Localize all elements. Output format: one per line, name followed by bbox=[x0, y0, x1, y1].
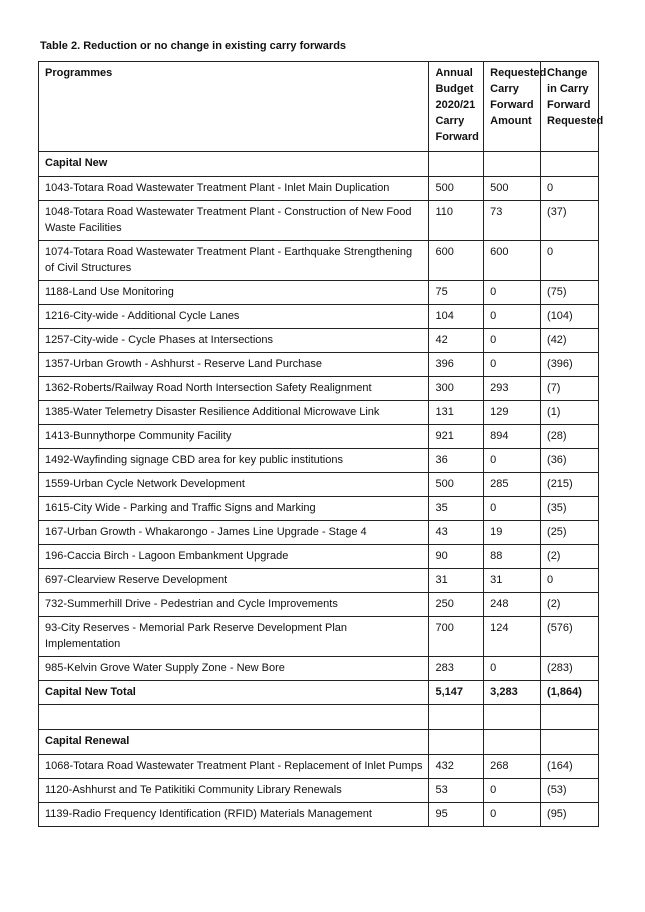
table-row bbox=[39, 521, 599, 545]
programme-cell: 1048-Totara Road Wastewater Treatment Plant - Construction of New Food Waste Facilities bbox=[39, 201, 429, 241]
requested-amount-cell: 73 bbox=[484, 201, 541, 241]
total-row-capital-new bbox=[39, 681, 599, 705]
change-cell: (164) bbox=[541, 755, 599, 779]
requested-amount-cell: 0 bbox=[484, 305, 541, 329]
requested-amount-cell: 19 bbox=[484, 521, 541, 545]
change-cell: (283) bbox=[541, 657, 599, 681]
annual-budget-cell: 432 bbox=[429, 755, 484, 779]
annual-budget-cell: 42 bbox=[429, 329, 484, 353]
change-cell: 0 bbox=[541, 569, 599, 593]
programme-cell: 985-Kelvin Grove Water Supply Zone - New Bore bbox=[39, 657, 429, 681]
programme-cell: Capital New Total bbox=[39, 681, 429, 705]
programme-cell: 196-Caccia Birch - Lagoon Embankment Upgrade bbox=[39, 545, 429, 569]
annual-budget-cell: 921 bbox=[429, 425, 484, 449]
annual-budget-cell: 110 bbox=[429, 201, 484, 241]
requested-amount-cell: 894 bbox=[484, 425, 541, 449]
table-row bbox=[39, 779, 599, 803]
table-row bbox=[39, 657, 599, 681]
annual-budget-cell: 5,147 bbox=[429, 681, 484, 705]
requested-amount-cell: 124 bbox=[484, 617, 541, 657]
annual-budget-cell: 500 bbox=[429, 473, 484, 497]
annual-budget-cell: 300 bbox=[429, 377, 484, 401]
change-cell: (2) bbox=[541, 593, 599, 617]
table-body bbox=[39, 152, 599, 827]
table-row bbox=[39, 497, 599, 521]
section-label: Capital New bbox=[39, 152, 429, 177]
table-row bbox=[39, 281, 599, 305]
change-cell: (37) bbox=[541, 201, 599, 241]
requested-amount-cell: 0 bbox=[484, 803, 541, 827]
annual-budget-cell: 53 bbox=[429, 779, 484, 803]
requested-amount-cell: 0 bbox=[484, 329, 541, 353]
requested-amount-cell: 129 bbox=[484, 401, 541, 425]
programme-cell: 93-City Reserves - Memorial Park Reserve Development Plan Implementation bbox=[39, 617, 429, 657]
header-row bbox=[39, 62, 599, 152]
annual-budget-cell: 283 bbox=[429, 657, 484, 681]
requested-amount-cell: 268 bbox=[484, 755, 541, 779]
annual-budget-cell: 31 bbox=[429, 569, 484, 593]
annual-budget-cell: 131 bbox=[429, 401, 484, 425]
requested-amount-cell: 0 bbox=[484, 657, 541, 681]
programme-cell: 1385-Water Telemetry Disaster Resilience Additional Microwave Link bbox=[39, 401, 429, 425]
header-change: Change in Carry Forward Requested bbox=[541, 62, 599, 152]
programme-cell: 732-Summerhill Drive - Pedestrian and Cycle Improvements bbox=[39, 593, 429, 617]
programme-cell: 1357-Urban Growth - Ashhurst - Reserve Land Purchase bbox=[39, 353, 429, 377]
annual-budget-cell: 90 bbox=[429, 545, 484, 569]
programme-cell: 1413-Bunnythorpe Community Facility bbox=[39, 425, 429, 449]
header-programmes: Programmes bbox=[39, 62, 429, 152]
change-cell: (7) bbox=[541, 377, 599, 401]
annual-budget-cell: 104 bbox=[429, 305, 484, 329]
programme-cell: 1257-City-wide - Cycle Phases at Intersections bbox=[39, 329, 429, 353]
change-cell: (53) bbox=[541, 779, 599, 803]
change-cell: 0 bbox=[541, 177, 599, 201]
change-cell: (95) bbox=[541, 803, 599, 827]
change-cell: 0 bbox=[541, 241, 599, 281]
table-row bbox=[39, 593, 599, 617]
change-cell: (1) bbox=[541, 401, 599, 425]
change-cell: (104) bbox=[541, 305, 599, 329]
table-row bbox=[39, 201, 599, 241]
table-row bbox=[39, 569, 599, 593]
blank-row bbox=[39, 705, 599, 730]
table-row bbox=[39, 617, 599, 657]
table-row bbox=[39, 329, 599, 353]
section-row-capital-new bbox=[39, 152, 599, 177]
carry-forwards-table bbox=[38, 61, 604, 827]
programme-cell: 1492-Wayfinding signage CBD area for key public institutions bbox=[39, 449, 429, 473]
table-row bbox=[39, 353, 599, 377]
annual-budget-cell: 500 bbox=[429, 177, 484, 201]
requested-amount-cell: 31 bbox=[484, 569, 541, 593]
header-requested-amount: Requested Carry Forward Amount bbox=[484, 62, 541, 152]
section-label: Capital Renewal bbox=[39, 730, 429, 755]
annual-budget-cell: 43 bbox=[429, 521, 484, 545]
change-cell: (1,864) bbox=[541, 681, 599, 705]
requested-amount-cell: 285 bbox=[484, 473, 541, 497]
section-row-capital-renewal bbox=[39, 730, 599, 755]
annual-budget-cell: 36 bbox=[429, 449, 484, 473]
annual-budget-cell: 600 bbox=[429, 241, 484, 281]
programme-cell: 1043-Totara Road Wastewater Treatment Plant - Inlet Main Duplication bbox=[39, 177, 429, 201]
requested-amount-cell: 0 bbox=[484, 497, 541, 521]
change-cell: (2) bbox=[541, 545, 599, 569]
programme-cell: 1139-Radio Frequency Identification (RFID) Materials Management bbox=[39, 803, 429, 827]
table-row bbox=[39, 473, 599, 497]
change-cell: (75) bbox=[541, 281, 599, 305]
requested-amount-cell: 0 bbox=[484, 281, 541, 305]
annual-budget-cell: 250 bbox=[429, 593, 484, 617]
table-row bbox=[39, 377, 599, 401]
table-row bbox=[39, 803, 599, 827]
change-cell: (396) bbox=[541, 353, 599, 377]
annual-budget-cell: 95 bbox=[429, 803, 484, 827]
requested-amount-cell: 293 bbox=[484, 377, 541, 401]
programme-cell: 1074-Totara Road Wastewater Treatment Plant - Earthquake Strengthening of Civil Structures bbox=[39, 241, 429, 281]
programme-cell: 1362-Roberts/Railway Road North Intersection Safety Realignment bbox=[39, 377, 429, 401]
change-cell: (28) bbox=[541, 425, 599, 449]
table-row bbox=[39, 305, 599, 329]
programme-cell: 167-Urban Growth - Whakarongo - James Line Upgrade - Stage 4 bbox=[39, 521, 429, 545]
programme-cell: 1120-Ashhurst and Te Patikitiki Community Library Renewals bbox=[39, 779, 429, 803]
requested-amount-cell: 88 bbox=[484, 545, 541, 569]
change-cell: (36) bbox=[541, 449, 599, 473]
programme-cell: 1188-Land Use Monitoring bbox=[39, 281, 429, 305]
change-cell: (42) bbox=[541, 329, 599, 353]
programme-cell: 1068-Totara Road Wastewater Treatment Plant - Replacement of Inlet Pumps bbox=[39, 755, 429, 779]
requested-amount-cell: 3,283 bbox=[484, 681, 541, 705]
programme-cell: 1216-City-wide - Additional Cycle Lanes bbox=[39, 305, 429, 329]
requested-amount-cell: 600 bbox=[484, 241, 541, 281]
requested-amount-cell: 500 bbox=[484, 177, 541, 201]
table-row bbox=[39, 755, 599, 779]
programme-cell: 1615-City Wide - Parking and Traffic Signs and Marking bbox=[39, 497, 429, 521]
requested-amount-cell: 248 bbox=[484, 593, 541, 617]
programme-cell: 1559-Urban Cycle Network Development bbox=[39, 473, 429, 497]
change-cell: (25) bbox=[541, 521, 599, 545]
change-cell: (576) bbox=[541, 617, 599, 657]
annual-budget-cell: 700 bbox=[429, 617, 484, 657]
table-row bbox=[39, 425, 599, 449]
requested-amount-cell: 0 bbox=[484, 449, 541, 473]
change-cell: (215) bbox=[541, 473, 599, 497]
annual-budget-cell: 396 bbox=[429, 353, 484, 377]
table-row bbox=[39, 449, 599, 473]
table-row bbox=[39, 241, 599, 281]
table-row bbox=[39, 545, 599, 569]
header-annual-budget: Annual Budget 2020/21 Carry Forward bbox=[429, 62, 484, 152]
requested-amount-cell: 0 bbox=[484, 353, 541, 377]
annual-budget-cell: 75 bbox=[429, 281, 484, 305]
table-caption: Table 2. Reduction or no change in existing carry forwards bbox=[40, 40, 347, 52]
table-row bbox=[39, 401, 599, 425]
annual-budget-cell: 35 bbox=[429, 497, 484, 521]
table-row bbox=[39, 177, 599, 201]
requested-amount-cell: 0 bbox=[484, 779, 541, 803]
change-cell: (35) bbox=[541, 497, 599, 521]
programme-cell: 697-Clearview Reserve Development bbox=[39, 569, 429, 593]
